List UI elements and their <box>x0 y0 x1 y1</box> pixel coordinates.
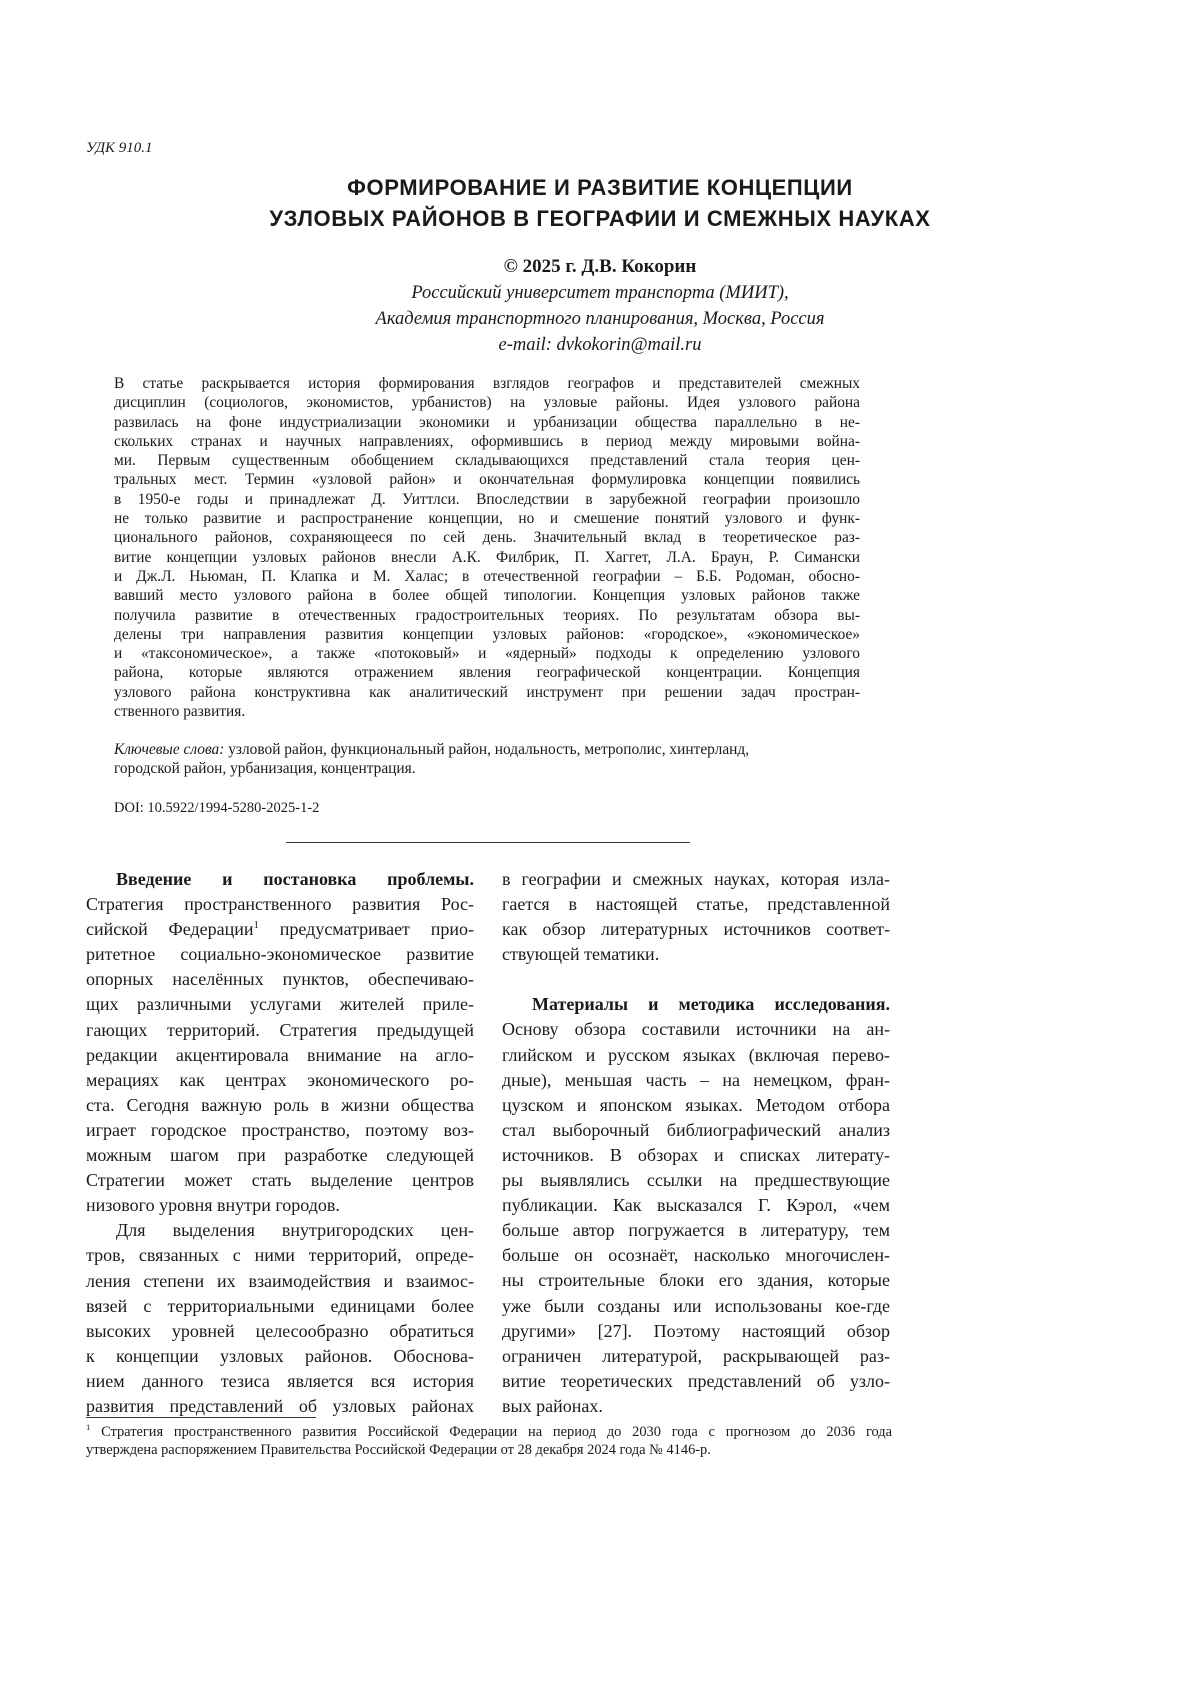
text-line: не только развитие и распространение концепции, но и смешение понятий узлового и функ- <box>114 510 860 528</box>
text-line: Основу обзора составили источники на ан- <box>502 1019 890 1040</box>
text-line: развилась на фоне индустриализации экономики и урбанизации общества параллельно в не- <box>114 413 860 431</box>
footnote-mark: 1 <box>86 1422 91 1433</box>
text-line: ограничен литературой, раскрывающей раз- <box>502 1345 890 1366</box>
text-line: низового уровня внутри городов. <box>86 1195 340 1216</box>
text-line: делены три направления развития концепции узловых районов: «городское», «экономическое» <box>114 625 860 643</box>
text-line: Стратегия пространственного развития Рос- <box>86 894 474 915</box>
text-line: В статье раскрывается история формирования взглядов географов и представителей смежных <box>114 375 860 392</box>
text-line: тральных мест. Термин «узловой район» и окончательная формулировка концепции появились <box>114 471 860 489</box>
text-line: вавший место узлового района в более общей типологии. Концепция узловых районов также <box>114 587 860 605</box>
footnote-text: утверждена распоряжением Правительства Российской Федерации от 28 декабря 2024 года № 4146-р. <box>86 1442 711 1458</box>
text-line: опорных населённых пунктов, обеспечиваю- <box>86 969 474 990</box>
author-email: e-mail: dvkokorin@mail.ru <box>498 335 702 355</box>
text-line: сийской Федерации$^1$ предусматривает прио- <box>86 919 474 940</box>
affiliation-line: Российский университет транспорта (МИИТ), <box>411 283 789 303</box>
text-line: глийском и русском языках (включая перево- <box>502 1044 890 1065</box>
text-line: Для выделения внутригородских цен- <box>116 1220 474 1241</box>
text-line: ны строительные блоки его здания, которые <box>502 1270 890 1291</box>
text-line: цузском и японском языках. Методом отбора <box>502 1094 890 1115</box>
text-line: гается в настоящей статье, представленной <box>502 894 890 915</box>
text-line: вых районах. <box>502 1395 603 1416</box>
affiliation-line: Академия транспортного планирования, Москва, Россия <box>375 309 825 329</box>
text-line: редакции акцентировала внимание на агло- <box>86 1044 474 1065</box>
text-line: можным шагом при разработке следующей <box>86 1145 474 1166</box>
text-line: района, которые являются отражением явления географической концентрации. Концепция <box>114 664 860 682</box>
text-line: щих различными услугами жителей приле- <box>86 994 474 1015</box>
text-line: Стратегии может стать выделение центров <box>86 1170 474 1191</box>
text-line: к концепции узловых районов. Обоснова- <box>86 1345 474 1366</box>
text-line: развития представлений об узловых районах <box>86 1395 474 1416</box>
text-line: нием данного тезиса является вся история <box>86 1370 474 1391</box>
author-line: © 2025 г. Д.В. Кокорин <box>503 256 697 277</box>
text-line: другими» [27]. Поэтому настоящий обзор <box>502 1320 890 1341</box>
text-line: играет городское пространство, поэтому воз- <box>86 1119 474 1140</box>
text-line: мерациях как центрах экономического ро- <box>86 1069 474 1090</box>
footnote <box>86 1423 892 1459</box>
text-line: ритетное социально-экономическое развитие <box>86 944 474 965</box>
text-line: высоких уровней целесообразно обратиться <box>86 1320 474 1341</box>
text-line: дные), меньшая часть – на немецком, фран- <box>502 1069 890 1090</box>
footnote-text: Стратегия пространственного развития Российской Федерации на период до 2030 года с прогнозом до 2036 года <box>90 1424 892 1440</box>
text-line: тров, связанных с ними территорий, опреде- <box>86 1245 474 1266</box>
text-line: в географии и смежных науках, которая изла- <box>502 869 890 889</box>
section-divider <box>286 842 690 843</box>
text-line: и «таксономическое», а также «потоковый» и «ядерный» подходы к определению узлового <box>114 645 860 663</box>
text-line: ста. Сегодня важную роль в жизни общества <box>86 1094 474 1115</box>
text-line: гающих территорий. Стратегия предыдущей <box>86 1019 474 1040</box>
text-line: больше автор погружается в литературу, тем <box>502 1220 890 1241</box>
text-line: скольких странах и научных направлениях, оформившись в период между мировыми война- <box>114 432 860 450</box>
text-line: публикации. Как высказался Г. Кэрол, «чем <box>502 1195 890 1216</box>
text-line: уже были созданы или использованы кое-где <box>502 1295 890 1316</box>
keywords-text: городской район, урбанизация, концентрация. <box>114 760 416 778</box>
title-line: ФОРМИРОВАНИЕ И РАЗВИТИЕ КОНЦЕПЦИИ <box>347 175 853 200</box>
footnote-ref[interactable]: 1 <box>253 919 259 932</box>
text-line: витие концепции узловых районов внесли А.К. Филбрик, П. Хаггет, Л.А. Браун, Р. Симански <box>114 548 860 566</box>
right-column <box>502 867 890 1419</box>
text-line: ционального районов, сохраняющееся по сей день. Значительный вклад в теоретическое раз- <box>114 529 860 547</box>
text-line: ственного развития. <box>114 703 246 721</box>
text-line: узлового района конструктивна как аналитический инструмент при решении задач простран- <box>114 683 860 701</box>
text-line: источников. В обзорах и списках литерату- <box>502 1144 890 1165</box>
title-line: УЗЛОВЫХ РАЙОНОВ В ГЕОГРАФИИ И СМЕЖНЫХ НАУКАХ <box>269 206 931 231</box>
keywords <box>114 740 860 779</box>
footnote-divider <box>86 1417 316 1418</box>
text-line: как обзор литературных источников соответ- <box>502 919 890 940</box>
article-title <box>0 172 1200 234</box>
keywords-label: Ключевые слова: <box>114 741 225 758</box>
left-column <box>86 867 474 1419</box>
text-line: витие теоретических представлений об узло- <box>502 1370 890 1391</box>
text-line: получила развитие в отечественных градостроительных теориях. По результатам обзора вы- <box>114 606 860 624</box>
text-line: стал выборочный библиографический анализ <box>502 1119 890 1140</box>
text-line: ры выявлялись ссылки на предшествующие <box>502 1170 890 1191</box>
text-line: ствующей тематики. <box>502 944 660 965</box>
text-line: ления степени их взаимодействия и взаимос- <box>86 1270 474 1291</box>
text-line: вязей с территориальными единицами более <box>86 1295 474 1316</box>
keywords-text: узловой район, функциональный район, нодальность, метрополис, хинтерланд, <box>224 741 750 758</box>
text-line: больше он осознаёт, насколько многочислен- <box>502 1245 890 1266</box>
abstract <box>114 374 860 721</box>
intro-heading: Введение и постановка проблемы. <box>116 869 474 889</box>
affiliation <box>0 280 1200 358</box>
doi: DOI: 10.5922/1994-5280-2025-1-2 <box>114 800 320 816</box>
udk-code: УДК 910.1 <box>86 140 153 156</box>
text-line: в 1950-е годы и принадлежат Д. Уиттлси. Впоследствии в зарубежной географии произошло <box>114 490 860 508</box>
text-line: и Дж.Л. Ньюман, П. Клапка и М. Халас; в отечественной географии – Б.Б. Родоман, обосно- <box>114 567 860 585</box>
methods-heading: Материалы и методика исследования. <box>532 994 890 1015</box>
text-line: ми. Первым существенным обобщением складывающихся представлений стала теория цен- <box>114 452 860 470</box>
text-line: дисциплин (социологов, экономистов, урбанистов) на узловые районы. Идея узлового района <box>114 394 860 412</box>
